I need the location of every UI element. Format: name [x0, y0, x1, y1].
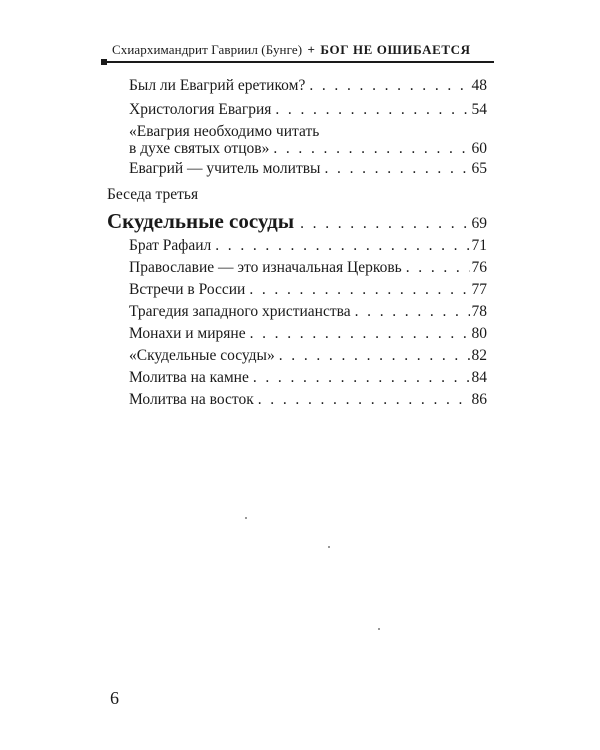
toc-entry-title: в духе святых отцов» — [129, 140, 270, 157]
toc-entry[interactable] — [129, 390, 487, 410]
toc-entry[interactable] — [129, 302, 487, 322]
toc-leader-dots — [258, 390, 470, 410]
toc-entry[interactable] — [129, 346, 487, 366]
header-book-title: БОГ НЕ ОШИБАЕТСЯ — [320, 42, 471, 57]
toc-leader-dots — [406, 258, 470, 278]
toc-leader-dots — [309, 76, 469, 96]
toc-entry-title: Встречи в России — [129, 281, 246, 298]
toc-entry-page: 54 — [471, 101, 487, 118]
toc-entry-title: Трагедия западного христианства — [129, 303, 351, 320]
toc-entry-title: Молитва на восток — [129, 391, 254, 408]
toc-entry-title: Евагрий — учитель молитвы — [129, 160, 321, 177]
section-subtitle: Беседа третья — [107, 186, 199, 203]
scan-speck — [245, 517, 247, 519]
toc-entry[interactable] — [129, 236, 487, 256]
toc-entry-page: 77 — [471, 281, 487, 298]
toc-leader-dots — [215, 236, 469, 256]
toc-entry-title-first-line: «Евагрия необходимо читать — [129, 123, 320, 140]
page-number: 6 — [110, 688, 119, 708]
toc-entry-title: Молитва на камне — [129, 369, 249, 386]
toc-leader-dots — [249, 280, 469, 300]
toc-entry[interactable] — [129, 76, 487, 96]
toc-entry-title: «Скудельные сосуды» — [129, 347, 275, 364]
toc-entry-page: 65 — [471, 160, 487, 177]
section-page: 69 — [471, 215, 487, 232]
header-rule — [104, 61, 494, 63]
toc-leader-dots — [324, 159, 469, 179]
toc-entry[interactable] — [129, 368, 487, 388]
scan-speck — [378, 628, 380, 630]
toc-entry[interactable] — [129, 324, 487, 344]
running-header — [112, 42, 492, 58]
toc-entry-page: 84 — [471, 369, 487, 386]
toc-entry-title: Брат Рафаил — [129, 237, 212, 254]
toc-entry-page: 78 — [471, 303, 487, 320]
header-cross-separator: + — [307, 42, 316, 57]
toc-entry-title: Православие — это изначальная Церковь — [129, 259, 402, 276]
toc-entry-page: 48 — [471, 77, 487, 94]
toc-entry-page: 76 — [471, 259, 487, 276]
toc-entry-page: 86 — [471, 391, 487, 408]
toc-entry-title: Был ли Евагрий еретиком? — [129, 77, 306, 94]
scan-speck — [328, 546, 330, 548]
toc-entry[interactable] — [129, 139, 487, 159]
toc-leader-dots — [279, 346, 470, 366]
toc-leader-dots — [275, 100, 469, 120]
toc-entry-page: 60 — [471, 140, 487, 157]
toc-entry[interactable] — [129, 258, 487, 278]
toc-entry[interactable] — [129, 280, 487, 300]
toc-leader-dots — [273, 139, 469, 159]
header-author: Схиархимандрит Гавриил (Бунге) — [112, 42, 303, 57]
toc-entry-page: 71 — [471, 237, 487, 254]
toc-entry[interactable] — [129, 100, 487, 120]
toc-entry-page: 80 — [471, 325, 487, 342]
toc-entry-title: Христология Евагрия — [129, 101, 272, 118]
toc-leader-dots — [253, 368, 470, 388]
toc-entry[interactable] — [129, 159, 487, 179]
toc-leader-dots — [355, 302, 470, 322]
toc-leader-dots — [300, 215, 469, 233]
section-title: Скудельные сосуды — [107, 209, 295, 233]
toc-entry-page: 82 — [471, 347, 487, 364]
toc-entry-title: Монахи и миряне — [129, 325, 246, 342]
toc-leader-dots — [250, 324, 470, 344]
section-heading-entry[interactable] — [107, 209, 487, 234]
